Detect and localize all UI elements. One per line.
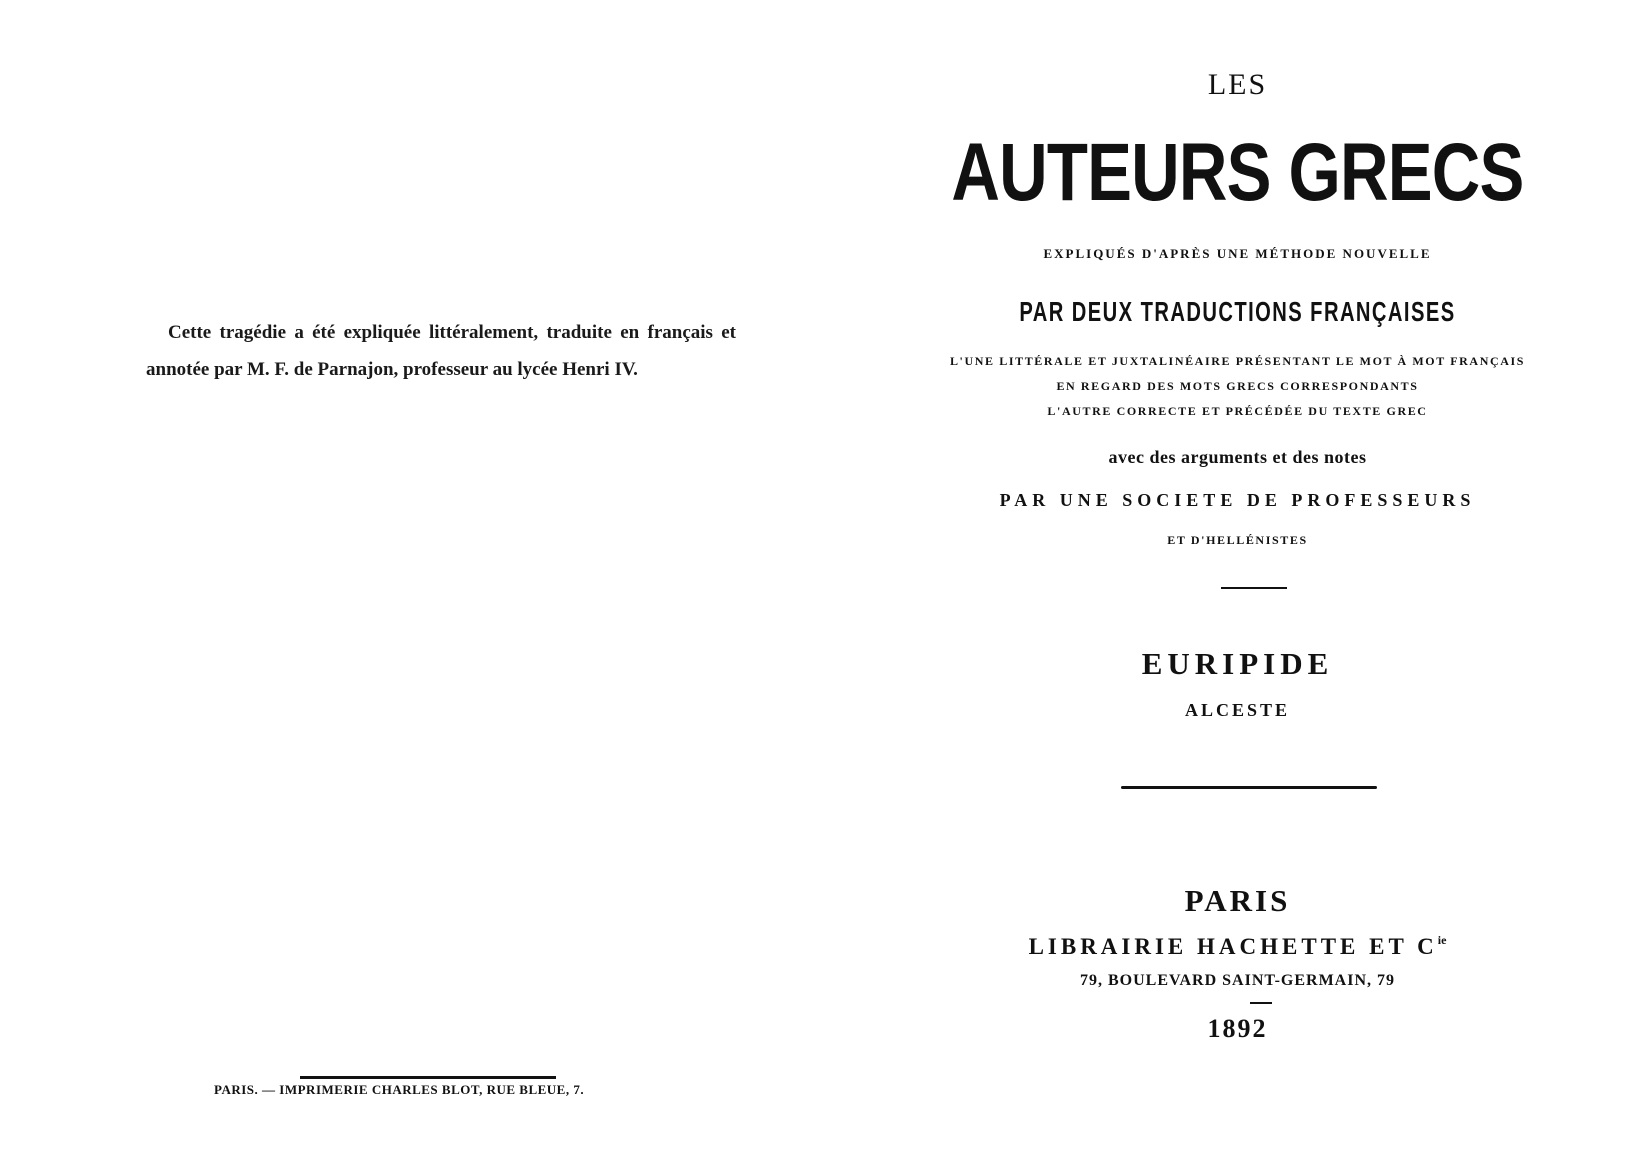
divider-tiny xyxy=(1250,1002,1272,1004)
method-heading: PAR DEUX TRADUCTIONS FRANÇAISES xyxy=(1019,296,1456,327)
description-line: L'UNE LITTÉRALE ET JUXTALINÉAIRE PRÉSENTANT LE MOT À MOT FRANÇAIS xyxy=(949,354,1526,368)
hellenists-line: ET D'HELLÉNISTES xyxy=(1167,533,1308,547)
divider-long xyxy=(1121,786,1377,789)
publisher-address: 79, BOULEVARD SAINT-GERMAIN, 79 xyxy=(1079,972,1396,989)
description-line: L'AUTRE CORRECTE ET PRÉCÉDÉE DU TEXTE GREC xyxy=(1047,404,1428,418)
series-title: AUTEURS GRECS xyxy=(951,127,1524,218)
notes-line: avec des arguments et des notes xyxy=(1108,447,1367,467)
publisher-suffix: ie xyxy=(1437,933,1447,947)
series-article: LES xyxy=(1207,68,1268,101)
translator-credit: Cette tragédie a été expliquée littéralement, traduite en français et annotée par M. F. de Parnajon, professeur au lycée Henri IV. xyxy=(146,322,736,380)
publisher-name xyxy=(825,933,1650,960)
society-line: PAR UNE SOCIETE DE PROFESSEURS xyxy=(999,490,1476,510)
divider-short xyxy=(1221,587,1287,589)
publication-city: PARIS xyxy=(1184,883,1291,918)
work-title: ALCESTE xyxy=(1184,700,1291,720)
publisher-text: LIBRAIRIE HACHETTE ET C xyxy=(1028,934,1438,959)
description-line: EN REGARD DES MOTS GRECS CORRESPONDANTS xyxy=(1056,379,1419,393)
printer-imprint: PARIS. — IMPRIMERIE CHARLES BLOT, RUE BLEUE, 7. xyxy=(214,1082,585,1097)
series-subtitle: EXPLIQUÉS D'APRÈS UNE MÉTHODE NOUVELLE xyxy=(1043,246,1432,261)
author-name: EURIPIDE xyxy=(1141,646,1334,681)
publication-year: 1892 xyxy=(1207,1014,1268,1043)
title-page xyxy=(825,0,1650,1165)
printer-rule xyxy=(300,1076,556,1079)
